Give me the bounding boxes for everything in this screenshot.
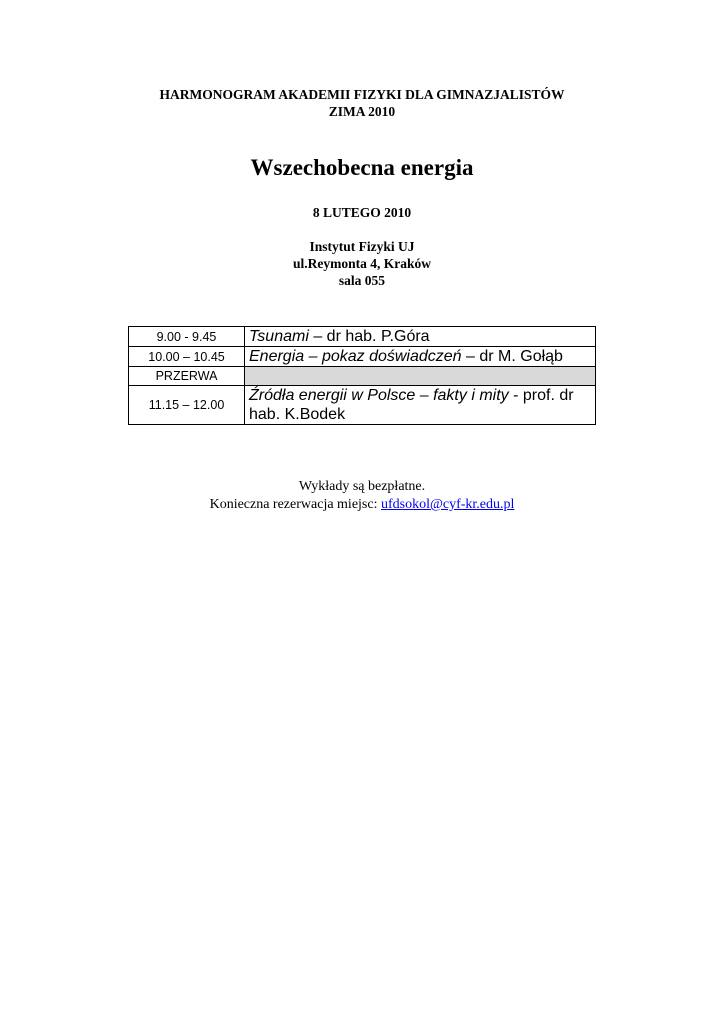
table-row — [129, 367, 596, 386]
table-row — [129, 386, 596, 425]
schedule-break-cell — [245, 367, 596, 386]
event-date: 8 LUTEGO 2010 — [312, 205, 412, 220]
schedule-topic — [245, 327, 596, 347]
topic-speaker: – dr M. Gołąb — [461, 348, 563, 365]
topic-italic: Źródła energii w Polsce – fakty i mity — [249, 387, 509, 404]
header-line-2: ZIMA 2010 — [328, 104, 396, 119]
schedule-time: 10.00 – 10.45 — [129, 347, 245, 367]
topic-speaker: - prof. dr hab. K.Bodek — [249, 387, 574, 423]
schedule-topic — [245, 386, 596, 425]
table-row — [129, 347, 596, 367]
schedule-time: 11.15 – 12.00 — [129, 386, 245, 425]
schedule-time: 9.00 - 9.45 — [129, 327, 245, 347]
venue-address: ul.Reymonta 4, Kraków — [293, 256, 431, 271]
venue-institute: Instytut Fizyki UJ — [309, 239, 415, 254]
footer-free-note: Wykłady są bezpłatne. — [298, 479, 426, 494]
schedule-time: PRZERWA — [129, 367, 245, 386]
document-header — [0, 86, 724, 120]
footer-reservation — [0, 496, 724, 514]
schedule-table — [128, 326, 596, 425]
footer-block — [0, 478, 724, 514]
table-row — [129, 327, 596, 347]
topic-speaker: – dr hab. P.Góra — [308, 328, 430, 345]
reservation-label: Konieczna rezerwacja miejsc: — [209, 497, 381, 512]
venue-room: sala 055 — [338, 273, 386, 288]
topic-italic: Tsunami — [249, 328, 309, 345]
topic-italic: Energia – pokaz doświadczeń — [249, 348, 462, 365]
email-link[interactable]: ufdsokol@cyf-kr.edu.pl — [380, 497, 515, 512]
schedule-topic — [245, 347, 596, 367]
venue-block — [0, 238, 724, 289]
document-title: Wszechobecna energia — [250, 155, 474, 180]
header-line-1: HARMONOGRAM AKADEMII FIZYKI DLA GIMNAZJALISTÓW — [159, 87, 565, 102]
